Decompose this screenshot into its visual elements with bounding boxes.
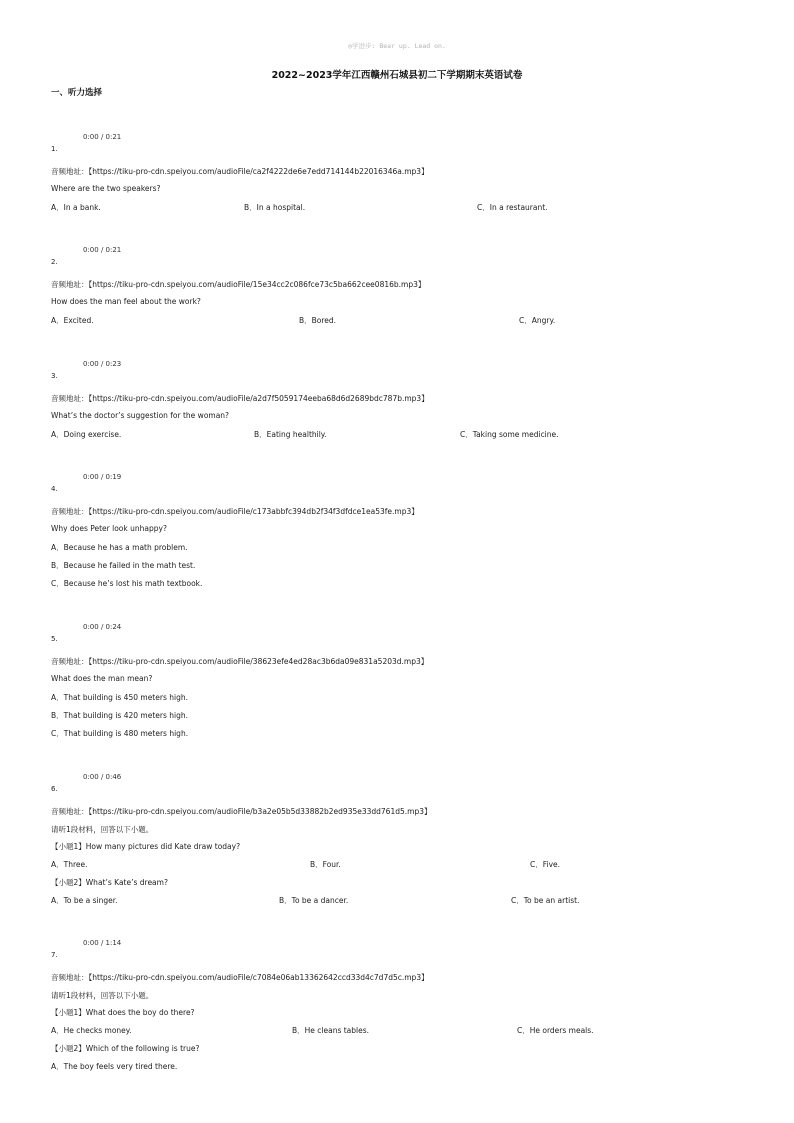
question-intro: 请听1段材料，回答以下小题。 (51, 825, 154, 834)
audio-url-line (51, 166, 429, 177)
audio-player[interactable]: 0:00 / 0:19 (83, 473, 122, 481)
section-title: 一、听力选择 (51, 88, 103, 98)
sub-question-1: 【小题1】How many pictures did Kate draw today? (51, 842, 241, 851)
option-c: C．Angry. (519, 316, 556, 325)
sub1-option-a: A．He checks money. (51, 1026, 132, 1035)
sub-question-1: 【小题1】What does the boy do there? (51, 1008, 195, 1017)
audio-url-label: 音频地址： (51, 394, 89, 403)
option-c: C．That building is 480 meters high. (51, 729, 189, 738)
question-number: 5. (51, 635, 58, 643)
audio-player[interactable]: 0:00 / 0:23 (83, 360, 122, 368)
option-a: A．That building is 450 meters high. (51, 693, 188, 702)
option-a: A．In a bank. (51, 203, 101, 212)
question-stem: What does the man mean? (51, 674, 153, 683)
question-number: 4. (51, 485, 58, 493)
question-intro: 请听1段材料，回答以下小题。 (51, 991, 154, 1000)
audio-url-label: 音频地址： (51, 280, 89, 289)
audio-player[interactable]: 0:00 / 0:21 (83, 133, 122, 141)
audio-player[interactable]: 0:00 / 1:14 (83, 939, 122, 947)
option-b: B．Eating healthily. (254, 430, 327, 439)
question-number: 7. (51, 951, 58, 959)
option-a: A．Excited. (51, 316, 94, 325)
watermark: ◎学进步: Bear up. Lead on. (348, 42, 446, 50)
audio-url-line (51, 279, 425, 290)
sub1-option-c: C．Five. (530, 860, 561, 869)
question-stem: Where are the two speakers? (51, 184, 161, 193)
option-a: A．Because he has a math problem. (51, 543, 188, 552)
audio-url[interactable]: 【https://tiku-pro-cdn.speiyou.com/audioFile/b3a2e05b5d33882b2ed935e33dd761d5.mp3】 (88, 807, 432, 816)
question-number: 2. (51, 258, 58, 266)
audio-url[interactable]: 【https://tiku-pro-cdn.speiyou.com/audioFile/ca2f4222de6e7edd714144b22016346a.mp3】 (88, 167, 429, 176)
audio-url-label: 音频地址： (51, 507, 89, 516)
audio-url-line (51, 506, 419, 517)
option-c: C．Taking some medicine. (460, 430, 559, 439)
option-b: B．That building is 420 meters high. (51, 711, 188, 720)
audio-url-line (51, 393, 429, 404)
audio-player[interactable]: 0:00 / 0:46 (83, 773, 122, 781)
option-c: C．Because he’s lost his math textbook. (51, 579, 203, 588)
question-stem: Why does Peter look unhappy? (51, 524, 167, 533)
question-stem: What’s the doctor’s suggestion for the woman? (51, 411, 230, 420)
audio-url-line (51, 972, 429, 983)
audio-url-label: 音频地址： (51, 973, 89, 982)
sub1-option-a: A．Three. (51, 860, 88, 869)
question-number: 3. (51, 372, 58, 380)
question-number: 6. (51, 785, 58, 793)
option-a: A．Doing exercise. (51, 430, 122, 439)
audio-player[interactable]: 0:00 / 0:24 (83, 623, 122, 631)
audio-url-label: 音频地址： (51, 657, 89, 666)
question-number: 1. (51, 145, 58, 153)
audio-url[interactable]: 【https://tiku-pro-cdn.speiyou.com/audioFile/c7084e06ab13362642ccd33d4c7d7d5c.mp3】 (88, 973, 429, 982)
sub2-option-a: A．The boy feels very tired there. (51, 1062, 178, 1071)
sub2-option-b: B．To be a dancer. (279, 896, 349, 905)
sub-question-2: 【小题2】Which of the following is true? (51, 1044, 200, 1053)
option-c: C．In a restaurant. (477, 203, 548, 212)
audio-url[interactable]: 【https://tiku-pro-cdn.speiyou.com/audioFile/38623efe4ed28ac3b6da09e831a5203d.mp3】 (88, 657, 429, 666)
audio-url-line (51, 656, 428, 667)
question-stem: How does the man feel about the work? (51, 297, 201, 306)
sub2-option-a: A．To be a singer. (51, 896, 118, 905)
sub-question-2: 【小题2】What’s Kate’s dream? (51, 878, 168, 887)
audio-url[interactable]: 【https://tiku-pro-cdn.speiyou.com/audioFile/c173abbfc394db2f34f3dfdce1ea53fe.mp3】 (88, 507, 419, 516)
option-b: B．Bored. (299, 316, 337, 325)
option-b: B．Because he failed in the math test. (51, 561, 196, 570)
audio-url[interactable]: 【https://tiku-pro-cdn.speiyou.com/audioFile/a2d7f5059174eeba68d6d2689bdc787b.mp3】 (88, 394, 429, 403)
audio-url-line (51, 806, 431, 817)
audio-url[interactable]: 【https://tiku-pro-cdn.speiyou.com/audioFile/15e34cc2c086fce73c5ba662cee0816b.mp3】 (88, 280, 426, 289)
sub2-option-c: C．To be an artist. (511, 896, 580, 905)
sub1-option-b: B．He cleans tables. (292, 1026, 370, 1035)
audio-url-label: 音频地址： (51, 807, 89, 816)
option-b: B．In a hospital. (244, 203, 306, 212)
audio-url-label: 音频地址： (51, 167, 89, 176)
audio-player[interactable]: 0:00 / 0:21 (83, 246, 122, 254)
sub1-option-b: B．Four. (310, 860, 341, 869)
sub1-option-c: C．He orders meals. (517, 1026, 594, 1035)
page-title: 2022~2023学年江西赣州石城县初二下学期期末英语试卷 (271, 70, 523, 81)
